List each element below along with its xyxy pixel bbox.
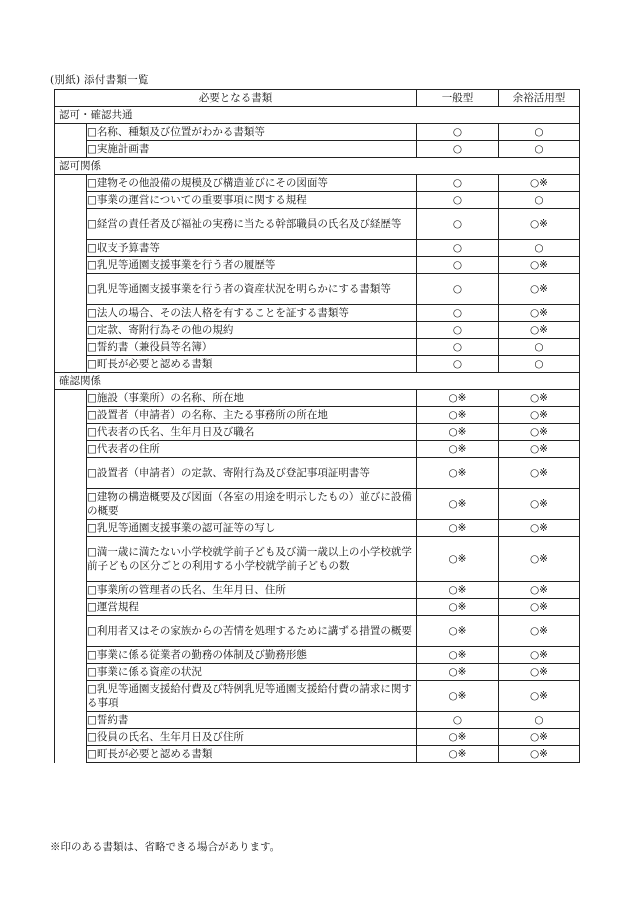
spare-capacity-type-mark: ○※ [499, 458, 580, 489]
spare-capacity-type-mark: ○※ [499, 746, 580, 763]
general-type-mark: ○ [417, 339, 499, 356]
general-type-mark: ○※ [417, 489, 499, 520]
column-header-general: 一般型 [417, 90, 499, 107]
indent-cell [55, 616, 87, 647]
indent-cell [55, 141, 87, 158]
general-type-mark: ○※ [417, 407, 499, 424]
spare-capacity-type-mark: ○※ [499, 441, 580, 458]
general-type-mark: ○ [417, 322, 499, 339]
document-name: □役員の氏名、生年月日及び住所 [87, 729, 417, 746]
table-row [55, 616, 580, 647]
general-type-mark: ○ [417, 274, 499, 305]
document-name: □代表者の住所 [87, 441, 417, 458]
indent-cell [55, 274, 87, 305]
table-row [55, 582, 580, 599]
table-row [55, 537, 580, 582]
indent-cell [55, 441, 87, 458]
section-title: 認可関係 [55, 158, 580, 175]
spare-capacity-type-mark: ○ [499, 356, 580, 373]
document-name: □利用者又はその家族からの苦情を処理するために講ずる措置の概要 [87, 616, 417, 647]
document-name: □定款、寄附行為その他の規約 [87, 322, 417, 339]
spare-capacity-type-mark: ○※ [499, 209, 580, 240]
document-name: □事業に係る従業者の勤務の体制及び勤務形態 [87, 647, 417, 664]
document-name: □事業所の管理者の氏名、生年月日、住所 [87, 582, 417, 599]
table-row [55, 647, 580, 664]
document-name: □誓約書 [87, 712, 417, 729]
table-row [55, 339, 580, 356]
table-row [55, 257, 580, 274]
table-row [55, 664, 580, 681]
section-title: 認可・確認共通 [55, 107, 580, 124]
general-type-mark: ○※ [417, 424, 499, 441]
table-row [55, 424, 580, 441]
indent-cell [55, 537, 87, 582]
document-name: □代表者の氏名、生年月日及び職名 [87, 424, 417, 441]
general-type-mark: ○ [417, 240, 499, 257]
document-name: □経営の責任者及び福祉の実務に当たる幹部職員の氏名及び経歴等 [87, 209, 417, 240]
document-name: □実施計画書 [87, 141, 417, 158]
section-row [55, 158, 580, 175]
attached-documents-table [54, 89, 580, 763]
indent-cell [55, 582, 87, 599]
footnote: ※印のある書類は、省略できる場合があります。 [50, 841, 281, 853]
general-type-mark: ○※ [417, 458, 499, 489]
document-name: □乳児等通園支援給付費及び特例乳児等通園支援給付費の請求に関する事項 [87, 681, 417, 712]
document-name: □施設（事業所）の名称、所在地 [87, 390, 417, 407]
table-row [55, 407, 580, 424]
table-row [55, 192, 580, 209]
general-type-mark: ○ [417, 712, 499, 729]
general-type-mark: ○ [417, 209, 499, 240]
table-body [55, 107, 580, 763]
general-type-mark: ○ [417, 257, 499, 274]
general-type-mark: ○※ [417, 582, 499, 599]
table-row [55, 729, 580, 746]
table-row [55, 305, 580, 322]
spare-capacity-type-mark: ○※ [499, 599, 580, 616]
indent-cell [55, 599, 87, 616]
table-row [55, 274, 580, 305]
table-row [55, 441, 580, 458]
general-type-mark: ○※ [417, 681, 499, 712]
general-type-mark: ○ [417, 192, 499, 209]
table-row [55, 390, 580, 407]
table-row [55, 520, 580, 537]
document-name: □法人の場合、その法人格を有することを証する書類等 [87, 305, 417, 322]
general-type-mark: ○※ [417, 537, 499, 582]
general-type-mark: ○ [417, 305, 499, 322]
general-type-mark: ○※ [417, 729, 499, 746]
general-type-mark: ○※ [417, 664, 499, 681]
table-row [55, 141, 580, 158]
spare-capacity-type-mark: ○※ [499, 175, 580, 192]
general-type-mark: ○ [417, 356, 499, 373]
spare-capacity-type-mark: ○※ [499, 489, 580, 520]
indent-cell [55, 647, 87, 664]
header-row [55, 90, 580, 107]
document-name: □設置者（申請者）の名称、主たる事務所の所在地 [87, 407, 417, 424]
document-name: □建物その他設備の規模及び構造並びにその図面等 [87, 175, 417, 192]
spare-capacity-type-mark: ○※ [499, 520, 580, 537]
indent-cell [55, 175, 87, 192]
indent-cell [55, 746, 87, 763]
table-row [55, 240, 580, 257]
document-name: □名称、種類及び位置がわかる書類等 [87, 124, 417, 141]
document-name: □乳児等通園支援事業を行う者の資産状況を明らかにする書類等 [87, 274, 417, 305]
indent-cell [55, 664, 87, 681]
indent-cell [55, 339, 87, 356]
spare-capacity-type-mark: ○ [499, 124, 580, 141]
spare-capacity-type-mark: ○※ [499, 322, 580, 339]
spare-capacity-type-mark: ○※ [499, 390, 580, 407]
general-type-mark: ○※ [417, 746, 499, 763]
spare-capacity-type-mark: ○※ [499, 647, 580, 664]
table-row [55, 746, 580, 763]
table-row [55, 322, 580, 339]
general-type-mark: ○※ [417, 520, 499, 537]
section-row [55, 107, 580, 124]
spare-capacity-type-mark: ○※ [499, 729, 580, 746]
table-row [55, 712, 580, 729]
document-name: □事業の運営についての重要事項に関する規程 [87, 192, 417, 209]
indent-cell [55, 305, 87, 322]
indent-cell [55, 489, 87, 520]
indent-cell [55, 209, 87, 240]
column-header-item: 必要となる書類 [55, 90, 417, 107]
indent-cell [55, 458, 87, 489]
document-name: □設置者（申請者）の定款、寄附行為及び登記事項証明書等 [87, 458, 417, 489]
indent-cell [55, 520, 87, 537]
document-name: □収支予算書等 [87, 240, 417, 257]
general-type-mark: ○※ [417, 616, 499, 647]
spare-capacity-type-mark: ○※ [499, 407, 580, 424]
spare-capacity-type-mark: ○※ [499, 274, 580, 305]
table-row [55, 489, 580, 520]
indent-cell [55, 407, 87, 424]
indent-cell [55, 257, 87, 274]
spare-capacity-type-mark: ○※ [499, 424, 580, 441]
general-type-mark: ○※ [417, 647, 499, 664]
spare-capacity-type-mark: ○ [499, 712, 580, 729]
table-row [55, 681, 580, 712]
indent-cell [55, 240, 87, 257]
section-row [55, 373, 580, 390]
table-row [55, 175, 580, 192]
spare-capacity-type-mark: ○ [499, 192, 580, 209]
page-heading: (別紙) 添付書類一覧 [50, 74, 149, 86]
indent-cell [55, 356, 87, 373]
table-row [55, 124, 580, 141]
spare-capacity-type-mark: ○ [499, 339, 580, 356]
indent-cell [55, 729, 87, 746]
spare-capacity-type-mark: ○※ [499, 664, 580, 681]
indent-cell [55, 424, 87, 441]
general-type-mark: ○ [417, 175, 499, 192]
document-name: □乳児等通園支援事業の認可証等の写し [87, 520, 417, 537]
general-type-mark: ○※ [417, 599, 499, 616]
document-name: □町長が必要と認める書類 [87, 746, 417, 763]
document-name: □建物の構造概要及び図面（各室の用途を明示したもの）並びに設備の概要 [87, 489, 417, 520]
spare-capacity-type-mark: ○※ [499, 616, 580, 647]
document-name: □乳児等通園支援事業を行う者の履歴等 [87, 257, 417, 274]
spare-capacity-type-mark: ○※ [499, 537, 580, 582]
document-name: □誓約書（兼役員等名簿） [87, 339, 417, 356]
general-type-mark: ○ [417, 141, 499, 158]
spare-capacity-type-mark: ○ [499, 141, 580, 158]
indent-cell [55, 681, 87, 712]
document-name: □満一歳に満たない小学校就学前子ども及び満一歳以上の小学校就学前子どもの区分ごとの利用する小学校就学前子どもの数 [87, 537, 417, 582]
spare-capacity-type-mark: ○ [499, 240, 580, 257]
spare-capacity-type-mark: ○※ [499, 257, 580, 274]
table-row [55, 356, 580, 373]
indent-cell [55, 390, 87, 407]
table-row [55, 458, 580, 489]
indent-cell [55, 192, 87, 209]
indent-cell [55, 322, 87, 339]
document-name: □町長が必要と認める書類 [87, 356, 417, 373]
document-name: □運営規程 [87, 599, 417, 616]
general-type-mark: ○※ [417, 441, 499, 458]
spare-capacity-type-mark: ○※ [499, 582, 580, 599]
table-row [55, 599, 580, 616]
indent-cell [55, 124, 87, 141]
indent-cell [55, 712, 87, 729]
spare-capacity-type-mark: ○※ [499, 681, 580, 712]
table-row [55, 209, 580, 240]
general-type-mark: ○ [417, 124, 499, 141]
section-title: 確認関係 [55, 373, 580, 390]
document-name: □事業に係る資産の状況 [87, 664, 417, 681]
spare-capacity-type-mark: ○※ [499, 305, 580, 322]
general-type-mark: ○※ [417, 390, 499, 407]
column-header-spare: 余裕活用型 [499, 90, 580, 107]
